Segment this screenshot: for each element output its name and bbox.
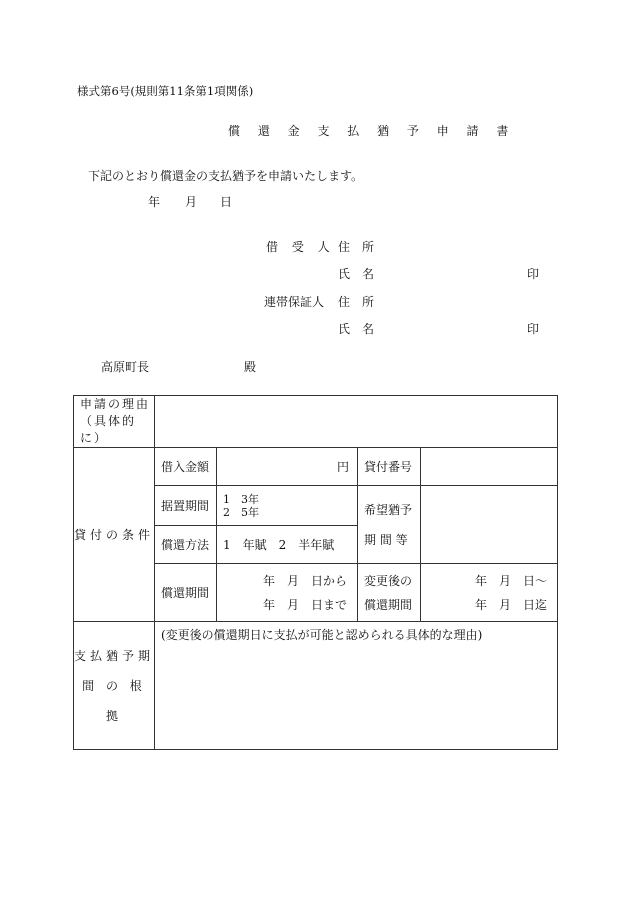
borrower-label: 借 受 人 xyxy=(266,240,335,254)
borrower-address-label: 住 所 xyxy=(338,240,375,254)
desired-deferral-field[interactable] xyxy=(421,486,558,564)
guarantor-label: 連帯保証人 xyxy=(264,295,325,309)
reason-label-cell xyxy=(74,396,155,448)
grace-option-1: 1 3年 xyxy=(223,492,259,506)
changed-period-label-1: 変更後の xyxy=(364,573,413,588)
yen-unit: 円 xyxy=(336,460,349,474)
conditions-label: 貸付の条件 xyxy=(74,448,155,622)
date-year: 年 xyxy=(148,195,161,209)
basis-label-1: 支払猶予期 xyxy=(74,648,155,663)
guarantor-address-label: 住 所 xyxy=(338,295,375,309)
repay-period-label: 償還期間 xyxy=(155,564,217,622)
application-table xyxy=(73,395,558,750)
changed-period-label-2: 償還期間 xyxy=(364,597,413,612)
grace-period-options[interactable] xyxy=(217,486,358,526)
date-month: 月 xyxy=(185,195,198,209)
repay-from: 年 月 日から xyxy=(262,573,347,588)
form-number: 様式第6号(規則第11条第1項関係) xyxy=(77,84,254,98)
basis-label-2: 間 の 根 拠 xyxy=(82,678,146,723)
document-title: 償 還 金 支 払 猶 予 申 請 書 xyxy=(228,124,516,138)
loan-number-field[interactable] xyxy=(421,448,558,486)
basis-label xyxy=(74,622,155,750)
grace-period-label: 据置期間 xyxy=(155,486,217,526)
addressee-office: 高原町長 xyxy=(101,360,150,374)
repay-method-label: 償還方法 xyxy=(155,526,217,564)
changed-to: 年 月 日迄 xyxy=(474,597,547,612)
loan-number-label: 貸付番号 xyxy=(358,448,421,486)
reason-sublabel: （具体的に） xyxy=(80,414,137,445)
borrower-seal-mark: 印 xyxy=(527,267,540,281)
basis-field[interactable] xyxy=(155,622,558,750)
guarantor-seal-mark: 印 xyxy=(527,322,540,336)
reason-field[interactable] xyxy=(155,396,558,448)
reason-label: 申請の理由 xyxy=(80,397,151,411)
guarantor-name-label: 氏 名 xyxy=(338,322,375,336)
repay-to: 年 月 日まで xyxy=(262,597,347,612)
desired-deferral-label-1: 希望猶予 xyxy=(364,502,413,517)
loan-amount-field[interactable] xyxy=(217,448,358,486)
changed-from: 年 月 日～ xyxy=(474,573,547,588)
grace-option-2: 2 5年 xyxy=(223,505,259,519)
desired-deferral-label xyxy=(358,486,421,564)
basis-note: (変更後の償還期日に支払が可能と認められる具体的な理由) xyxy=(161,628,483,642)
date-day: 日 xyxy=(220,195,233,209)
borrower-name-label: 氏 名 xyxy=(338,267,375,281)
repay-period-field[interactable] xyxy=(217,564,358,622)
intro-text: 下記のとおり償還金の支払猶予を申請いたします。 xyxy=(88,169,364,183)
addressee-honorific: 殿 xyxy=(244,360,257,374)
desired-deferral-label-2: 期 間 等 xyxy=(364,532,408,547)
changed-period-field[interactable] xyxy=(421,564,558,622)
changed-period-label xyxy=(358,564,421,622)
loan-amount-label: 借入金額 xyxy=(155,448,217,486)
repay-method-options[interactable]: 1 年賦 2 半年賦 xyxy=(217,526,358,564)
